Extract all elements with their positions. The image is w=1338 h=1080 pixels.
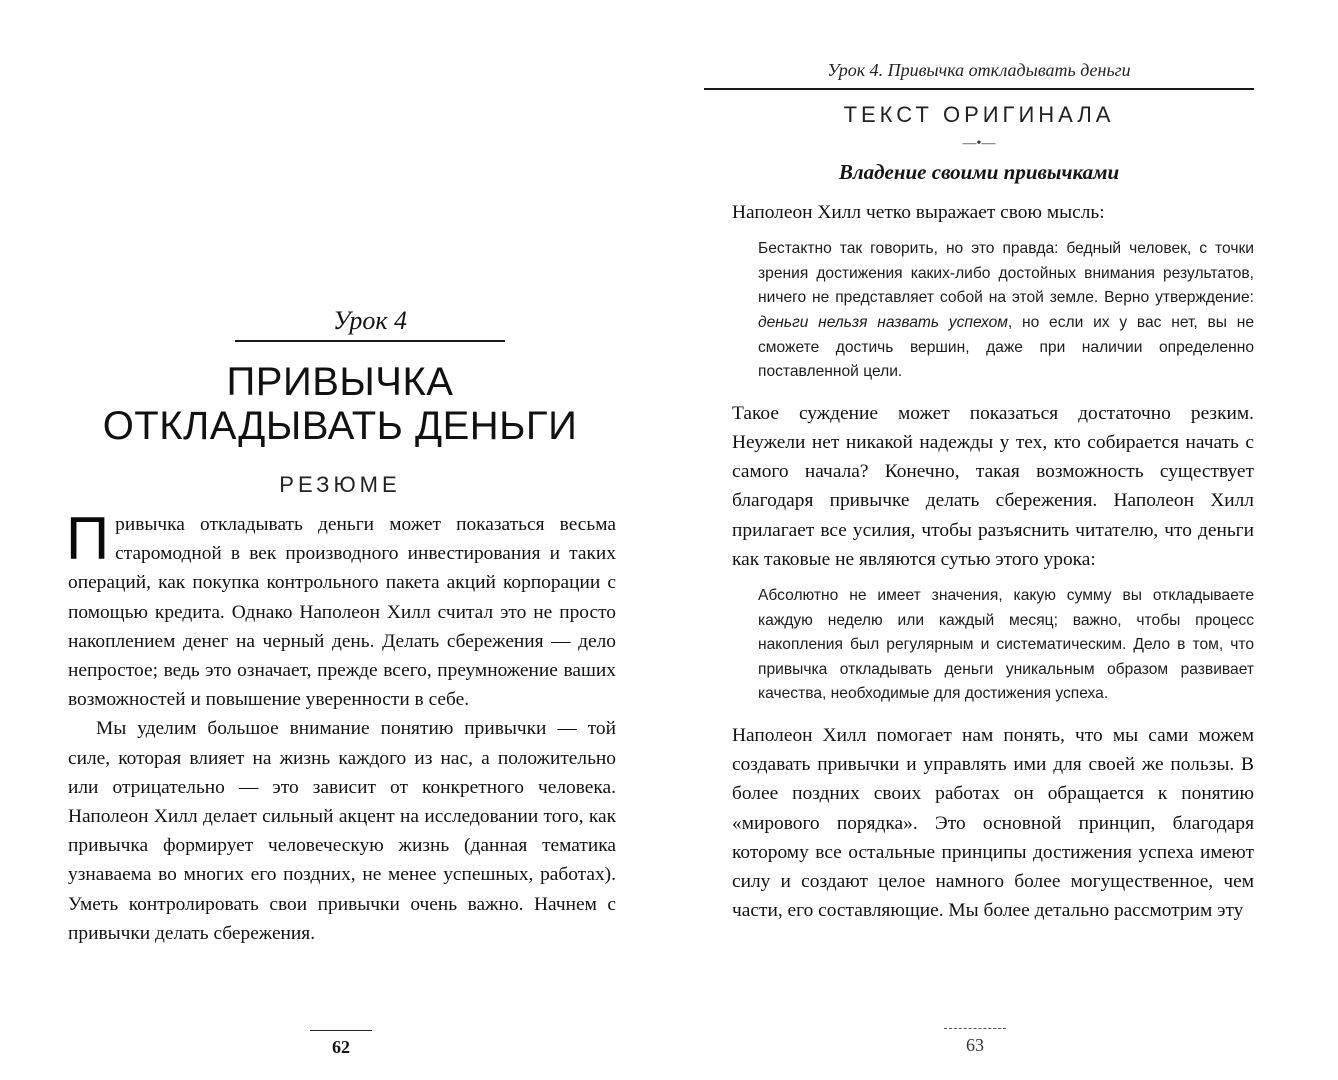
dropcap-letter: П bbox=[66, 505, 110, 572]
intro-line: Наполеон Хилл четко выражает свою мысль: bbox=[732, 202, 1105, 223]
paragraph-3-right: Наполеон Хилл помогает нам понять, что мы сами можем создавать привычки и управлять ими для своей же пользы. В более поздних своих работах он обращается к понятию «мирового порядка». Это основной принцип, благодаря которому все остальные принципы достижения успеха имеют силу и создают целое намного более могущественное, чем части, его составляющие. Мы более детально рассмотрим эту bbox=[732, 724, 1254, 922]
right-body-text bbox=[732, 198, 1254, 925]
running-head-rule bbox=[704, 88, 1254, 90]
chapter-title bbox=[60, 360, 620, 448]
page-number-left: 62 bbox=[310, 1030, 372, 1058]
quote-1-part1: Бестактно так говорить, но это правда: бедный человек, с точки зрения достижения каких-либо достойных внимания результатов, ничего не представляет собой на этой земле. Верно утверждение: bbox=[758, 240, 1254, 307]
paragraph-1-text: ривычка откладывать деньги может показаться весьма старомодной в век производного инвестирования и таких операций, как покупка контрольного пакета акций корпорации с помощью кредита. Однако Наполеон Хилл считал это не просто накоплением денег на черный день. Делать сбережения — дело непростое; ведь это означает, прежде всего, преумножение ваших возможностей и повышение уверенности в себе. bbox=[68, 514, 616, 711]
paragraph-1 bbox=[66, 505, 616, 714]
right-page bbox=[704, 0, 1254, 1080]
chapter-title-line2: ОТКЛАДЫВАТЬ ДЕНЬГИ bbox=[102, 404, 578, 448]
lesson-label: Урок 4 bbox=[235, 304, 505, 342]
subheading: Владение своими привычками bbox=[838, 160, 1120, 184]
paragraph-2-right: Такое суждение может показаться достаточно резким. Неужели нет никакой надежды у тех, кто собирается начать с самого начала? Конечно, такая возможность существует благодаря привычке делать сбережения. Наполеон Хилл прилагает все усилия, чтобы разъяснить читателю, что деньги как таковые не являются сутью этого урока: bbox=[732, 402, 1254, 570]
paragraph-2: Мы уделим большое внимание понятию привычки — той силе, которая влияет на жизнь каждого из нас, а положительно или отрицательно — это зависит от конкретного человека. Наполеон Хилл делает сильный акцент на исследовании того, как привычка формирует человеческую жизнь (данная тематика узнавaема во многих его поздних, не менее успешных, работах). Уметь контролировать свои привычки очень важно. Начнем с привычки делать сбережения. bbox=[68, 718, 616, 944]
section-heading: ТЕКСТ ОРИГИНАЛА bbox=[843, 102, 1115, 127]
left-body-text bbox=[66, 505, 616, 948]
page-number-right: 63 bbox=[944, 1028, 1006, 1056]
quote-1 bbox=[758, 237, 1254, 385]
quote-1-part2: , но если их у вас нет, вы не сможете достичь вершин, даже при наличии определенно поставленной цели. bbox=[758, 313, 1254, 381]
summary-heading: РЕЗЮМЕ bbox=[279, 472, 401, 497]
chapter-title-line1: ПРИВЫЧКА bbox=[226, 360, 454, 404]
quote-1-emphasis: деньги нельзя назвать успехом bbox=[758, 313, 1008, 331]
ornament-divider: —•— bbox=[962, 136, 996, 151]
running-head: Урок 4. Привычка откладывать деньги bbox=[827, 60, 1131, 80]
left-page bbox=[60, 0, 620, 1080]
quote-2: Абсолютно не имеет значения, какую сумму вы откладываете каждую неделю или каждый месяц; важно, чтобы процесс накопления был регулярным и систематическим. Дело в том, что привычка откладывать деньги уникальным образом развивает качества, необходимые для достижения успеха. bbox=[758, 586, 1254, 703]
